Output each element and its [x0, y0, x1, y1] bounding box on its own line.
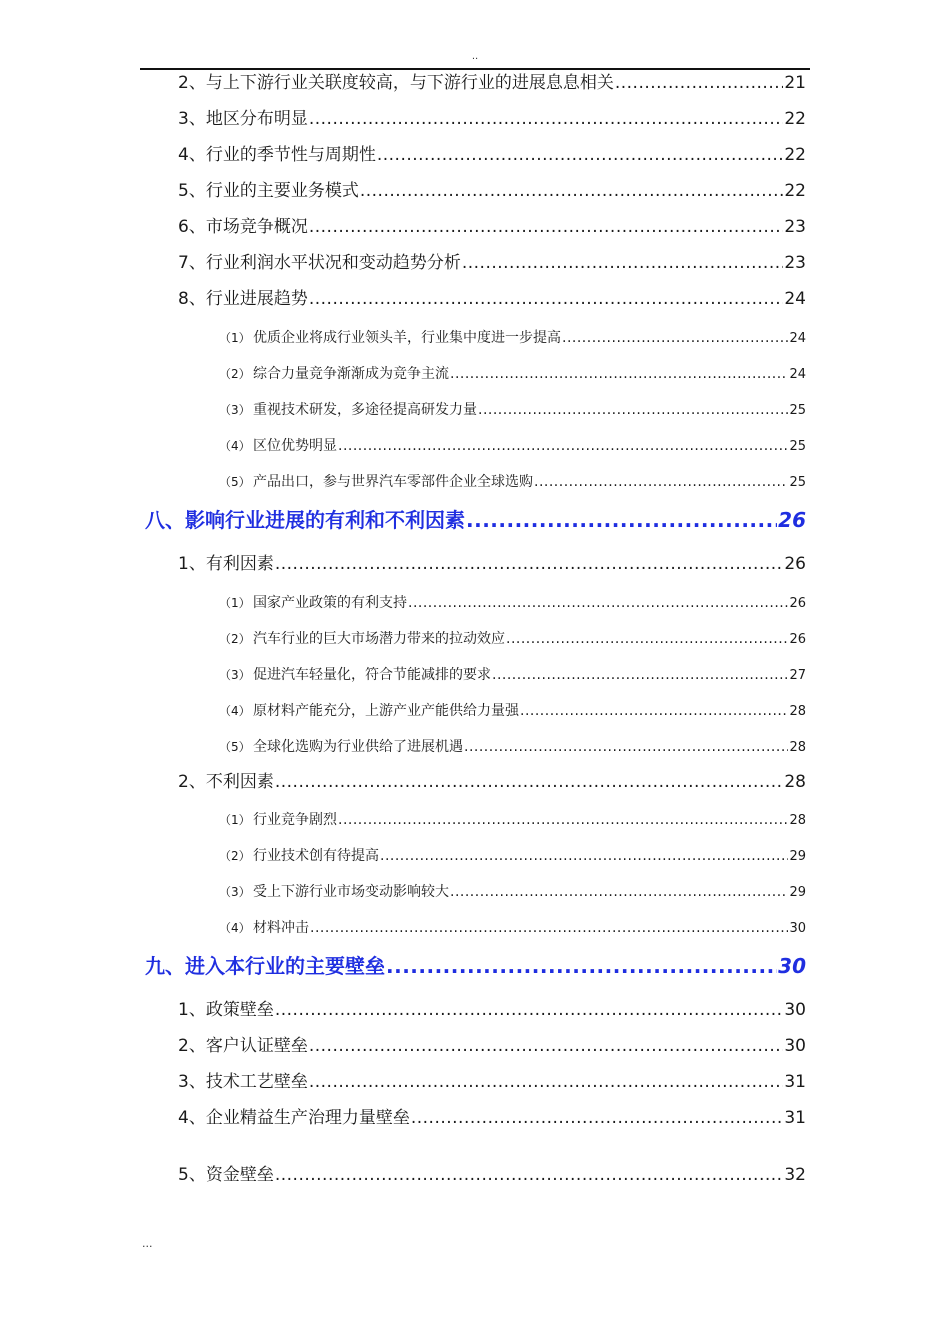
toc-page-number: 28 [789, 740, 806, 755]
toc-page-number: 28 [784, 772, 806, 792]
toc-entry-label: 2、客户认证壁垒 [178, 1036, 308, 1056]
toc-entry-title: 促进汽车轻量化，符合节能减排的要求 [253, 667, 491, 683]
toc-page-number: 21 [784, 73, 806, 93]
toc-entry-title: 综合力量竞争渐渐成为竞争主流 [253, 366, 449, 382]
toc-entry-number: （1） [219, 813, 251, 827]
toc-entry-title: 汽车行业的巨大市场潜力带来的拉动效应 [253, 631, 505, 647]
toc-entry-title: 全球化选购为行业供给了进展机遇 [253, 739, 463, 755]
toc-page-number: 23 [784, 217, 806, 237]
toc-page-number: 29 [789, 849, 806, 864]
toc-section[interactable] [178, 214, 806, 240]
toc-page-number: 30 [778, 954, 806, 978]
toc-entry-label: 1、政策壁垒 [178, 1000, 274, 1020]
toc-page-number: 26 [784, 554, 806, 574]
toc-dot-leader [492, 664, 788, 686]
toc-entry-number: （2） [219, 367, 251, 381]
toc-dot-leader [275, 551, 784, 577]
toc-entry-label [219, 327, 561, 349]
toc-entry-label: 8、行业进展趋势 [178, 289, 308, 309]
toc-entry-title: 区位优势明显 [253, 438, 337, 454]
toc-entry-label: 1、有利因素 [178, 554, 274, 574]
toc-section[interactable] [178, 1105, 806, 1131]
toc-entry-label: 6、市场竞争概况 [178, 217, 308, 237]
toc-dot-leader [309, 1069, 784, 1095]
toc-entry-number: （4） [219, 921, 251, 935]
toc-entry-title: 受上下游行业市场变动影响较大 [253, 884, 449, 900]
toc-entry-label: 3、地区分布明显 [178, 109, 308, 129]
toc-section[interactable] [178, 1033, 806, 1059]
toc-dot-leader [466, 505, 777, 535]
toc-section[interactable] [178, 1162, 806, 1188]
toc-section[interactable] [178, 178, 806, 204]
toc-entry-label [219, 592, 407, 614]
toc-entry-label [219, 435, 337, 457]
toc-section[interactable] [178, 551, 806, 577]
toc-page-number: 24 [789, 331, 806, 346]
toc-entry-number: （1） [219, 596, 251, 610]
toc-entry-label: 5、行业的主要业务模式 [178, 181, 359, 201]
toc-entry-label: 2、不利因素 [178, 772, 274, 792]
toc-page-number: 22 [784, 181, 806, 201]
toc-entry-label: 九、进入本行业的主要壁垒 [145, 954, 385, 978]
toc-dot-leader [338, 435, 788, 457]
toc-entry-title: 材料冲击 [253, 920, 309, 936]
toc-entry-label [219, 845, 379, 867]
toc-dot-leader [562, 327, 788, 349]
toc-dot-leader [310, 917, 788, 939]
toc-entry-label [219, 471, 533, 493]
toc-dot-leader [520, 700, 788, 722]
toc-subsection[interactable] [219, 399, 806, 421]
toc-page-number: 31 [784, 1072, 806, 1092]
toc-dot-leader [377, 142, 784, 168]
toc-entry-number: （2） [219, 632, 251, 646]
toc-section[interactable] [178, 286, 806, 312]
toc-entry-label [219, 736, 463, 758]
toc-entry-label: 5、资金壁垒 [178, 1165, 274, 1185]
toc-page-number: 25 [789, 475, 806, 490]
toc-entry-label [219, 881, 449, 903]
toc-dot-leader [411, 1105, 784, 1131]
toc-subsection[interactable] [219, 628, 806, 650]
toc-subsection[interactable] [219, 881, 806, 903]
toc-dot-leader [450, 881, 788, 903]
toc-entry-number: （2） [219, 849, 251, 863]
toc-entry-number: （5） [219, 740, 251, 754]
toc-entry-number: （3） [219, 403, 251, 417]
toc-page-number: 28 [789, 704, 806, 719]
toc-page-number: 26 [789, 596, 806, 611]
toc-entry-number: （4） [219, 704, 251, 718]
toc-page-number: 24 [784, 289, 806, 309]
toc-page-number: 23 [784, 253, 806, 273]
toc-entry-label [219, 399, 477, 421]
toc-subsection[interactable] [219, 736, 806, 758]
toc-page-number: 25 [789, 439, 806, 454]
toc-entry-label: 7、行业利润水平状况和变动趋势分析 [178, 253, 461, 273]
toc-subsection[interactable] [219, 664, 806, 686]
toc-page-number: 28 [789, 813, 806, 828]
toc-subsection[interactable] [219, 435, 806, 457]
toc-chapter[interactable] [145, 951, 806, 981]
toc-entry-label [219, 363, 449, 385]
toc-page-number: 22 [784, 145, 806, 165]
toc-dot-leader [615, 70, 784, 96]
toc-entry-label [219, 628, 505, 650]
toc-entry-title: 国家产业政策的有利支持 [253, 595, 407, 611]
toc-section[interactable] [178, 997, 806, 1023]
toc-dot-leader [450, 363, 788, 385]
toc-page-number: 22 [784, 109, 806, 129]
toc-entry-label [219, 700, 519, 722]
toc-page-number: 29 [789, 885, 806, 900]
toc-dot-leader [380, 845, 788, 867]
toc-entry-title: 重视技术研发，多途径提高研发力量 [253, 402, 477, 418]
toc-page-number: 30 [784, 1000, 806, 1020]
toc-section[interactable] [178, 70, 806, 96]
toc-dot-leader [408, 592, 788, 614]
toc-entry-title: 原材料产能充分，上游产业产能供给力量强 [253, 703, 519, 719]
toc-page-number: 25 [789, 403, 806, 418]
toc-dot-leader [275, 997, 784, 1023]
toc-entry-title: 产品出口，参与世界汽车零部件企业全球选购 [253, 474, 533, 490]
toc-section[interactable] [178, 250, 806, 276]
toc-dot-leader [464, 736, 788, 758]
toc-entry-title: 优质企业将成行业领头羊，行业集中度进一步提高 [253, 330, 561, 346]
toc-page-number: 26 [778, 508, 806, 532]
header-mark: .. [471, 51, 479, 62]
toc-dot-leader [275, 1162, 784, 1188]
toc-dot-leader [386, 951, 777, 981]
toc-entry-label [219, 809, 337, 831]
toc-entry-label: 八、影响行业进展的有利和不利因素 [145, 508, 465, 532]
toc-dot-leader [478, 399, 788, 421]
toc-page-number: 30 [784, 1036, 806, 1056]
toc-page-number: 24 [789, 367, 806, 382]
toc-page-number: 27 [789, 668, 806, 683]
toc-entry-label: 2、与上下游行业关联度较高，与下游行业的进展息息相关 [178, 73, 614, 93]
toc-section[interactable] [178, 1069, 806, 1095]
toc-dot-leader [338, 809, 788, 831]
toc-entry-number: （5） [219, 475, 251, 489]
toc-page-number: 26 [789, 632, 806, 647]
toc-section[interactable] [178, 142, 806, 168]
toc-subsection[interactable] [219, 845, 806, 867]
toc-dot-leader [534, 471, 788, 493]
toc-dot-leader [309, 286, 784, 312]
footer-mark: ... [142, 1237, 153, 1250]
toc-subsection[interactable] [219, 592, 806, 614]
toc-dot-leader [360, 178, 784, 204]
toc-entry-number: （1） [219, 331, 251, 345]
toc-dot-leader [506, 628, 788, 650]
toc-subsection[interactable] [219, 809, 806, 831]
toc-chapter[interactable] [145, 505, 806, 535]
toc-entry-label [219, 917, 309, 939]
toc-section[interactable] [178, 106, 806, 132]
toc-page-number: 30 [789, 921, 806, 936]
toc-entry-label: 4、企业精益生产治理力量壁垒 [178, 1108, 410, 1128]
toc-entry-title: 行业技术创有待提高 [253, 848, 379, 864]
toc-section[interactable] [178, 769, 806, 795]
toc-dot-leader [309, 1033, 784, 1059]
toc-dot-leader [275, 769, 784, 795]
toc-page-number: 31 [784, 1108, 806, 1128]
toc-dot-leader [462, 250, 784, 276]
toc-dot-leader [309, 106, 784, 132]
toc-entry-label: 3、技术工艺壁垒 [178, 1072, 308, 1092]
toc-entry-label [219, 664, 491, 686]
toc-entry-number: （3） [219, 885, 251, 899]
toc-subsection[interactable] [219, 471, 806, 493]
toc-subsection[interactable] [219, 363, 806, 385]
toc-dot-leader [309, 214, 784, 240]
toc-entry-label: 4、行业的季节性与周期性 [178, 145, 376, 165]
toc-page-number: 32 [784, 1165, 806, 1185]
toc-subsection[interactable] [219, 917, 806, 939]
toc-entry-title: 行业竞争剧烈 [253, 812, 337, 828]
toc-subsection[interactable] [219, 327, 806, 349]
toc-entry-number: （3） [219, 668, 251, 682]
toc-subsection[interactable] [219, 700, 806, 722]
toc-entry-number: （4） [219, 439, 251, 453]
